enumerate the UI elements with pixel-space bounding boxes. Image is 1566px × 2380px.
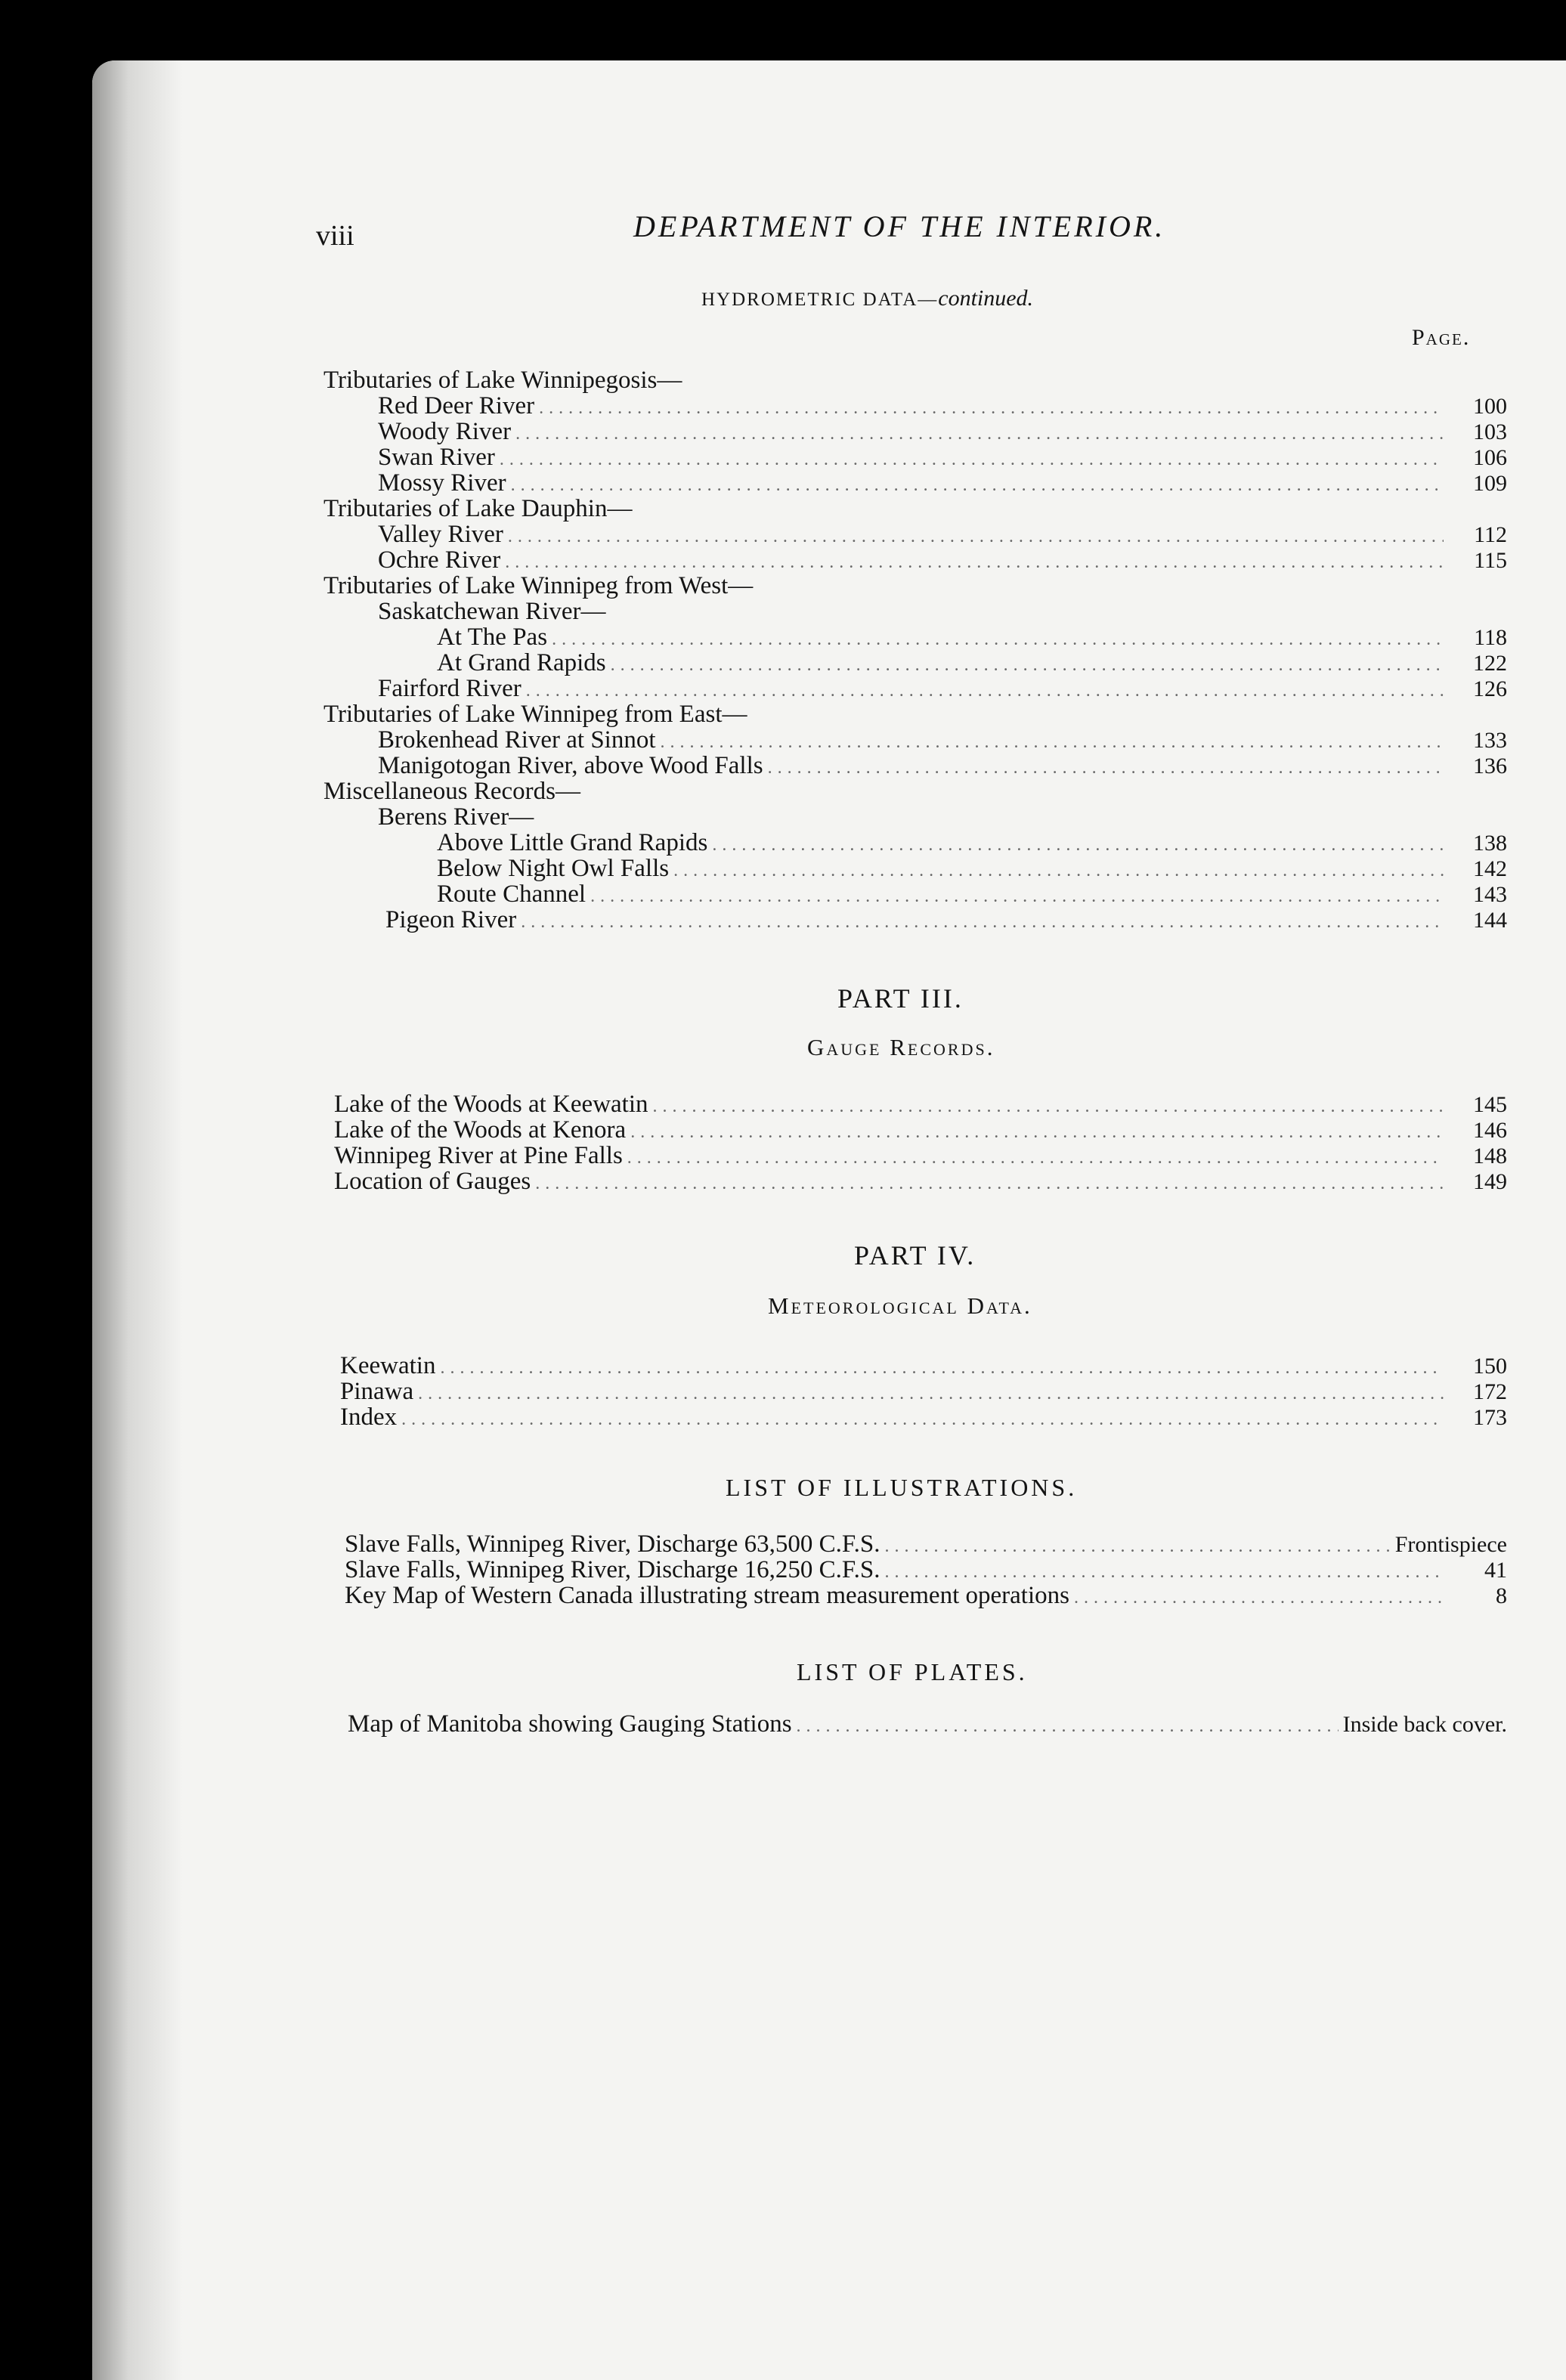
toc-entry-title: Slave Falls, Winnipeg River, Discharge 16,250 C.F.S.	[345, 1556, 880, 1583]
toc-heading-dauphin: Tributaries of Lake Dauphin—	[323, 495, 633, 522]
toc-entry[interactable]	[340, 1353, 1507, 1379]
toc-entry-title: Winnipeg River at Pine Falls	[334, 1142, 623, 1169]
toc-entry-title: Brokenhead River at Sinnot	[378, 726, 656, 754]
toc-entry-title: Map of Manitoba showing Gauging Stations	[348, 1710, 792, 1738]
toc-heading-berens: Berens River—	[378, 803, 534, 831]
toc-heading-misc: Miscellaneous Records—	[323, 778, 581, 805]
leader-dots	[712, 832, 1444, 858]
toc-entry[interactable]	[334, 1143, 1507, 1168]
toc-entry[interactable]	[378, 419, 1507, 444]
leader-dots	[401, 1407, 1444, 1432]
toc-entry-page: 143	[1473, 882, 1507, 907]
leader-dots	[505, 549, 1444, 575]
toc-entry-title: Red Deer River	[378, 392, 535, 419]
toc-entry-page: 144	[1473, 908, 1507, 933]
leader-dots	[508, 524, 1444, 549]
toc-heading-winnipegosis: Tributaries of Lake Winnipegosis—	[323, 367, 682, 394]
page-binding-shadow	[92, 60, 183, 2380]
toc-entry-page: 115	[1474, 548, 1507, 573]
leader-dots	[768, 755, 1444, 781]
toc-entry-title: Pigeon River	[385, 906, 517, 933]
toc-entry-page: 146	[1473, 1118, 1507, 1143]
toc-entry-page: 172	[1473, 1379, 1507, 1404]
leader-dots	[661, 729, 1444, 755]
leader-dots	[611, 652, 1444, 678]
section-subtitle	[701, 286, 1033, 311]
plates-heading: LIST OF PLATES.	[797, 1658, 1028, 1685]
meteorological-data-heading: Meteorological Data.	[768, 1292, 1032, 1319]
toc-entry-title: Above Little Grand Rapids	[437, 829, 708, 856]
toc-entry-page: 109	[1473, 471, 1507, 496]
toc-entry[interactable]	[340, 1404, 1507, 1430]
gauge-records-heading: Gauge Records.	[807, 1034, 995, 1060]
toc-entry-page: 118	[1474, 625, 1507, 650]
toc-entry[interactable]	[345, 1557, 1507, 1583]
toc-entry[interactable]	[345, 1531, 1507, 1557]
toc-entry[interactable]	[378, 676, 1507, 701]
toc-entry[interactable]	[334, 1091, 1507, 1117]
leader-dots	[515, 421, 1444, 447]
toc-entry-page: 8	[1496, 1583, 1507, 1608]
toc-entry[interactable]	[378, 444, 1507, 470]
toc-entry-page: 148	[1473, 1144, 1507, 1168]
toc-entry-page: 142	[1473, 856, 1507, 881]
toc-entry-title: Lake of the Woods at Keewatin	[334, 1091, 648, 1118]
toc-entry-title: Lake of the Woods at Kenora	[334, 1116, 627, 1144]
subtitle-continued: continued.	[938, 286, 1034, 311]
toc-entry[interactable]	[385, 907, 1507, 933]
toc-entry-page: 41	[1484, 1558, 1507, 1583]
page-column-label: Page.	[1412, 325, 1471, 350]
toc-entry-title: Index	[340, 1404, 398, 1431]
toc-entry-title: Keewatin	[340, 1352, 436, 1379]
toc-entry[interactable]	[437, 881, 1507, 907]
toc-entry-title: Route Channel	[437, 881, 586, 908]
leader-dots	[539, 395, 1444, 421]
part-four-title: PART IV.	[854, 1240, 976, 1270]
toc-entry-page: Frontispiece	[1394, 1532, 1507, 1557]
toc-entry[interactable]	[345, 1583, 1507, 1608]
toc-entry[interactable]	[378, 547, 1507, 573]
leader-dots	[526, 678, 1444, 704]
leader-dots	[511, 472, 1444, 498]
toc-entry-page: 126	[1473, 676, 1507, 701]
toc-entry[interactable]	[378, 393, 1507, 419]
part-three-title: PART III.	[837, 983, 964, 1014]
leader-dots	[630, 1119, 1444, 1145]
toc-entry-page: 173	[1473, 1405, 1507, 1430]
subtitle-main: HYDROMETRIC DATA—	[701, 289, 939, 310]
leader-dots	[440, 1355, 1444, 1381]
toc-entry-page: 103	[1473, 419, 1507, 444]
toc-entry-page: Inside back cover.	[1342, 1712, 1507, 1737]
toc-entry-title: At The Pas	[437, 624, 548, 651]
toc-entry-page: 149	[1473, 1169, 1507, 1194]
toc-entry-title: Ochre River	[378, 546, 501, 574]
leader-dots	[653, 1094, 1444, 1119]
toc-entry-title: Pinawa	[340, 1378, 414, 1405]
toc-heading-saskatchewan: Saskatchewan River—	[378, 598, 606, 625]
toc-entry-page: 136	[1473, 754, 1507, 778]
page-number: viii	[316, 220, 354, 252]
leader-dots	[1074, 1585, 1444, 1611]
leader-dots	[500, 447, 1444, 472]
toc-entry[interactable]	[378, 470, 1507, 496]
leader-dots	[673, 858, 1444, 884]
toc-entry-title: Slave Falls, Winnipeg River, Discharge 63,500 C.F.S.	[345, 1530, 880, 1558]
leader-dots	[884, 1534, 1390, 1559]
toc-entry[interactable]	[348, 1711, 1507, 1737]
toc-entry[interactable]	[340, 1379, 1507, 1404]
toc-entry-page: 150	[1473, 1354, 1507, 1379]
toc-entry-title: Mossy River	[378, 469, 506, 497]
toc-entry-title: Woody River	[378, 418, 512, 445]
toc-entry-title: Fairford River	[378, 675, 521, 702]
toc-entry[interactable]	[378, 727, 1507, 753]
toc-entry-page: 100	[1473, 394, 1507, 419]
illustrations-heading: LIST OF ILLUSTRATIONS.	[726, 1474, 1078, 1501]
toc-heading-winnipeg-east: Tributaries of Lake Winnipeg from East—	[323, 701, 747, 728]
toc-entry-title: Location of Gauges	[334, 1168, 531, 1195]
toc-entry[interactable]	[437, 624, 1507, 650]
toc-entry[interactable]	[334, 1117, 1507, 1143]
toc-entry-page: 106	[1473, 445, 1507, 470]
toc-heading-winnipeg-west: Tributaries of Lake Winnipeg from West—	[323, 572, 754, 599]
toc-entry-title: Manigotogan River, above Wood Falls	[378, 752, 763, 779]
leader-dots	[535, 1171, 1444, 1196]
toc-entry-page: 145	[1473, 1092, 1507, 1117]
toc-entry-page: 112	[1474, 522, 1507, 547]
toc-entry-page: 138	[1473, 831, 1507, 856]
toc-entry[interactable]	[334, 1168, 1507, 1194]
toc-entry[interactable]	[437, 856, 1507, 881]
toc-entry[interactable]	[437, 650, 1507, 676]
toc-entry[interactable]	[378, 521, 1507, 547]
toc-entry[interactable]	[437, 830, 1507, 856]
leader-dots	[884, 1559, 1444, 1585]
leader-dots	[797, 1713, 1339, 1739]
toc-entry-title: Valley River	[378, 521, 503, 548]
leader-dots	[418, 1381, 1444, 1407]
toc-entry-page: 122	[1473, 651, 1507, 676]
toc-entry[interactable]	[378, 753, 1507, 778]
running-title: DEPARTMENT OF THE INTERIOR.	[633, 209, 1166, 243]
leader-dots	[552, 627, 1444, 652]
leader-dots	[627, 1145, 1444, 1171]
toc-entry-title: At Grand Rapids	[437, 649, 606, 676]
leader-dots	[590, 884, 1444, 909]
toc-entry-title: Below Night Owl Falls	[437, 855, 670, 882]
toc-entry-page: 133	[1473, 728, 1507, 753]
toc-entry-title: Swan River	[378, 444, 495, 471]
toc-entry-title: Key Map of Western Canada illustrating stream measurement operations	[345, 1582, 1069, 1609]
leader-dots	[521, 909, 1444, 935]
